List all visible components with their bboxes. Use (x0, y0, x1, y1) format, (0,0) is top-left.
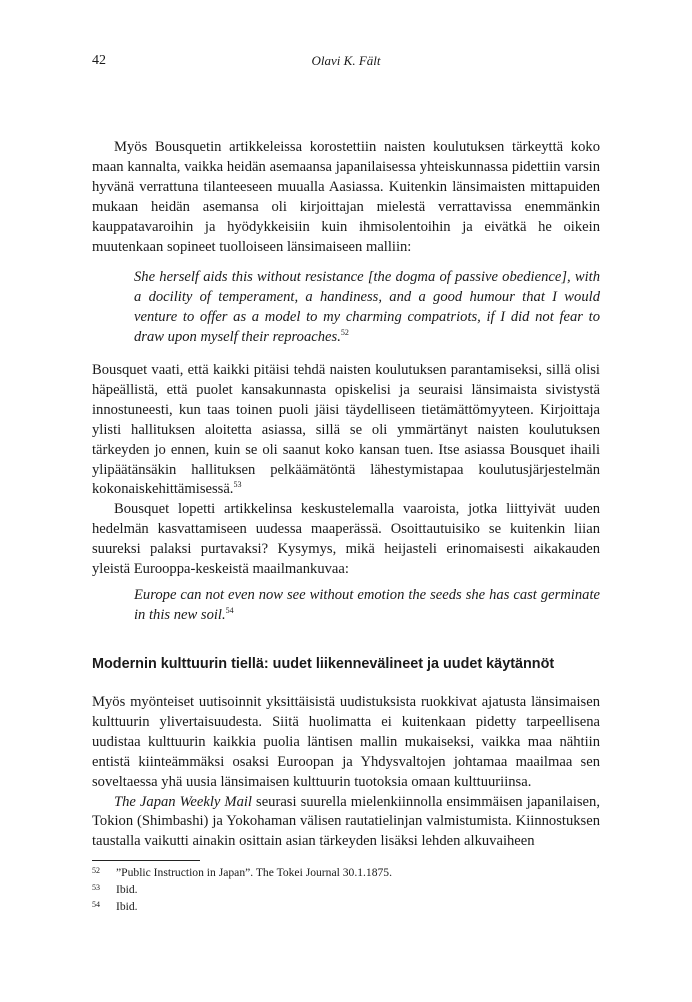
paragraphs-2-3-block (92, 361, 600, 580)
paragraph-5 (92, 793, 600, 853)
footnote-text: Ibid. (116, 900, 138, 913)
paragraphs-4-5-block (92, 693, 600, 852)
newspaper-title: The Japan Weekly Mail (114, 793, 252, 810)
footnote-ref-52: 52 (340, 327, 349, 337)
footnote-rule (92, 860, 200, 861)
page-number: 42 (92, 53, 106, 68)
footnote-text: Ibid. (116, 883, 138, 896)
block-quote-1 (134, 268, 600, 348)
quote-1-text: She herself aids this without resistance [the dogma of passive obedience], with a docility of temperament, a handiness, and a good humour that I would venture to offer as a model to my charming compatriots, if I did not fear to draw upon myself their reproaches. (134, 269, 600, 345)
paragraph-1-block (92, 138, 600, 257)
quote-2-text: Europe can not even now see without emotion the seeds she has cast germinate in this new soil. (134, 587, 600, 623)
footnote-52 (92, 866, 392, 879)
footnote-53 (92, 883, 138, 896)
paragraph-2-text: Bousquet vaati, että kaikki pitäisi tehdä naisten koulutuksen parantamiseksi, sillä olisi häpeällistä, että puolet kansakunnasta opiskelisi ja seuraisi länsimaista sivistystä innostuneesti, kun taas toinen puoli jäisi täydelliseen tietämättömyyteen. Kirjoittaja ylisti hallituksen aloitetta asiassa, sillä se oli ymmärtänyt naisten koulutuksen tärkeyden jo ennen, kuin se oli saanut koko kansan tuen. Itse asiassa Bousquet ihaili ylipäätänsäkin hallituksen pelkäämätöntä lähestymistapaa koulutusjärjestelmän kokonaiskehittämisessä. (92, 362, 600, 498)
footnote-ref-54: 54 (225, 606, 234, 616)
footnote-number: 53 (92, 883, 100, 892)
paragraph-2 (92, 361, 600, 500)
paragraph-1: Myös Bousquetin artikkeleissa korostettiin naisten koulutuksen tärkeyttä koko maan kannalta, vaikka heidän asemaansa japanilaisessa yhteiskunnassa pidettiin varsin hyvänä verrattuna tilanteeseen muualla Aasiassa. Kuitenkin länsimaisten mittapuiden mukaan heidän asemansa oli kirjoittajan mielestä verrattavissa enemmänkin kauppatavaroihin ja hyödykkeisiin kuin ihmisolentoihin ja eivätkä he oikein muutenkaan sopineet tuolloiseen länsimaiseen malliin: (92, 139, 600, 255)
footnote-ref-53: 53 (233, 480, 242, 490)
block-quote-2 (134, 586, 600, 626)
paragraph-4: Myös myönteiset uutisoinnit yksittäisistä uudistuksista ruokkivat ajatusta länsimaisen kulttuurin ylivertaisuudesta. Siitä huolimatta ei kuitenkaan pidetty tarpeellisena uudistaa kulttuurin kaikkia puolia läntisen mallin mukaiseksi, vaikka maa nähtiin entistä kiinteämmäksi osaksi Euroopan ja Yhdysvaltojen johtamaa maailmaa sen soveltaessa yhä uusia länsimaisen kulttuurin tuotoksia omaan kulttuuriinsa. (92, 694, 600, 790)
paragraph-3: Bousquet lopetti artikkelinsa keskustelemalla vaaroista, jotka liittyivät uuden hedelmän kasvattamiseen uudessa maaperässä. Osoittautuisiko se kuitenkin liian suureksi palaksi purtavaksi? Kysymys, mikä heijasteli erinomaisesti aikakauden yleistä Eurooppa-keskeistä maailmankuvaa: (92, 501, 600, 578)
footnote-text: ”Public Instruction in Japan”. The Tokei Journal 30.1.1875. (116, 866, 392, 879)
running-head: Olavi K. Fält (311, 53, 381, 68)
footnote-number: 54 (92, 900, 100, 909)
footnote-number: 52 (92, 866, 100, 875)
footnote-54 (92, 900, 138, 913)
section-heading: Modernin kulttuurin tiellä: uudet liikennevälineet ja uudet käytännöt (92, 656, 555, 672)
paragraph-5-text: seurasi suurella mielenkiinnolla ensimmäisen japanilaisen, Tokion (Shimbashi) ja Yokohaman välisen rautatielinjan valmistumista. Kiinnostuksen taustalla vaikutti ainakin osittain asian tärkeyden lisäksi lehden alkuvaiheen (92, 793, 600, 850)
